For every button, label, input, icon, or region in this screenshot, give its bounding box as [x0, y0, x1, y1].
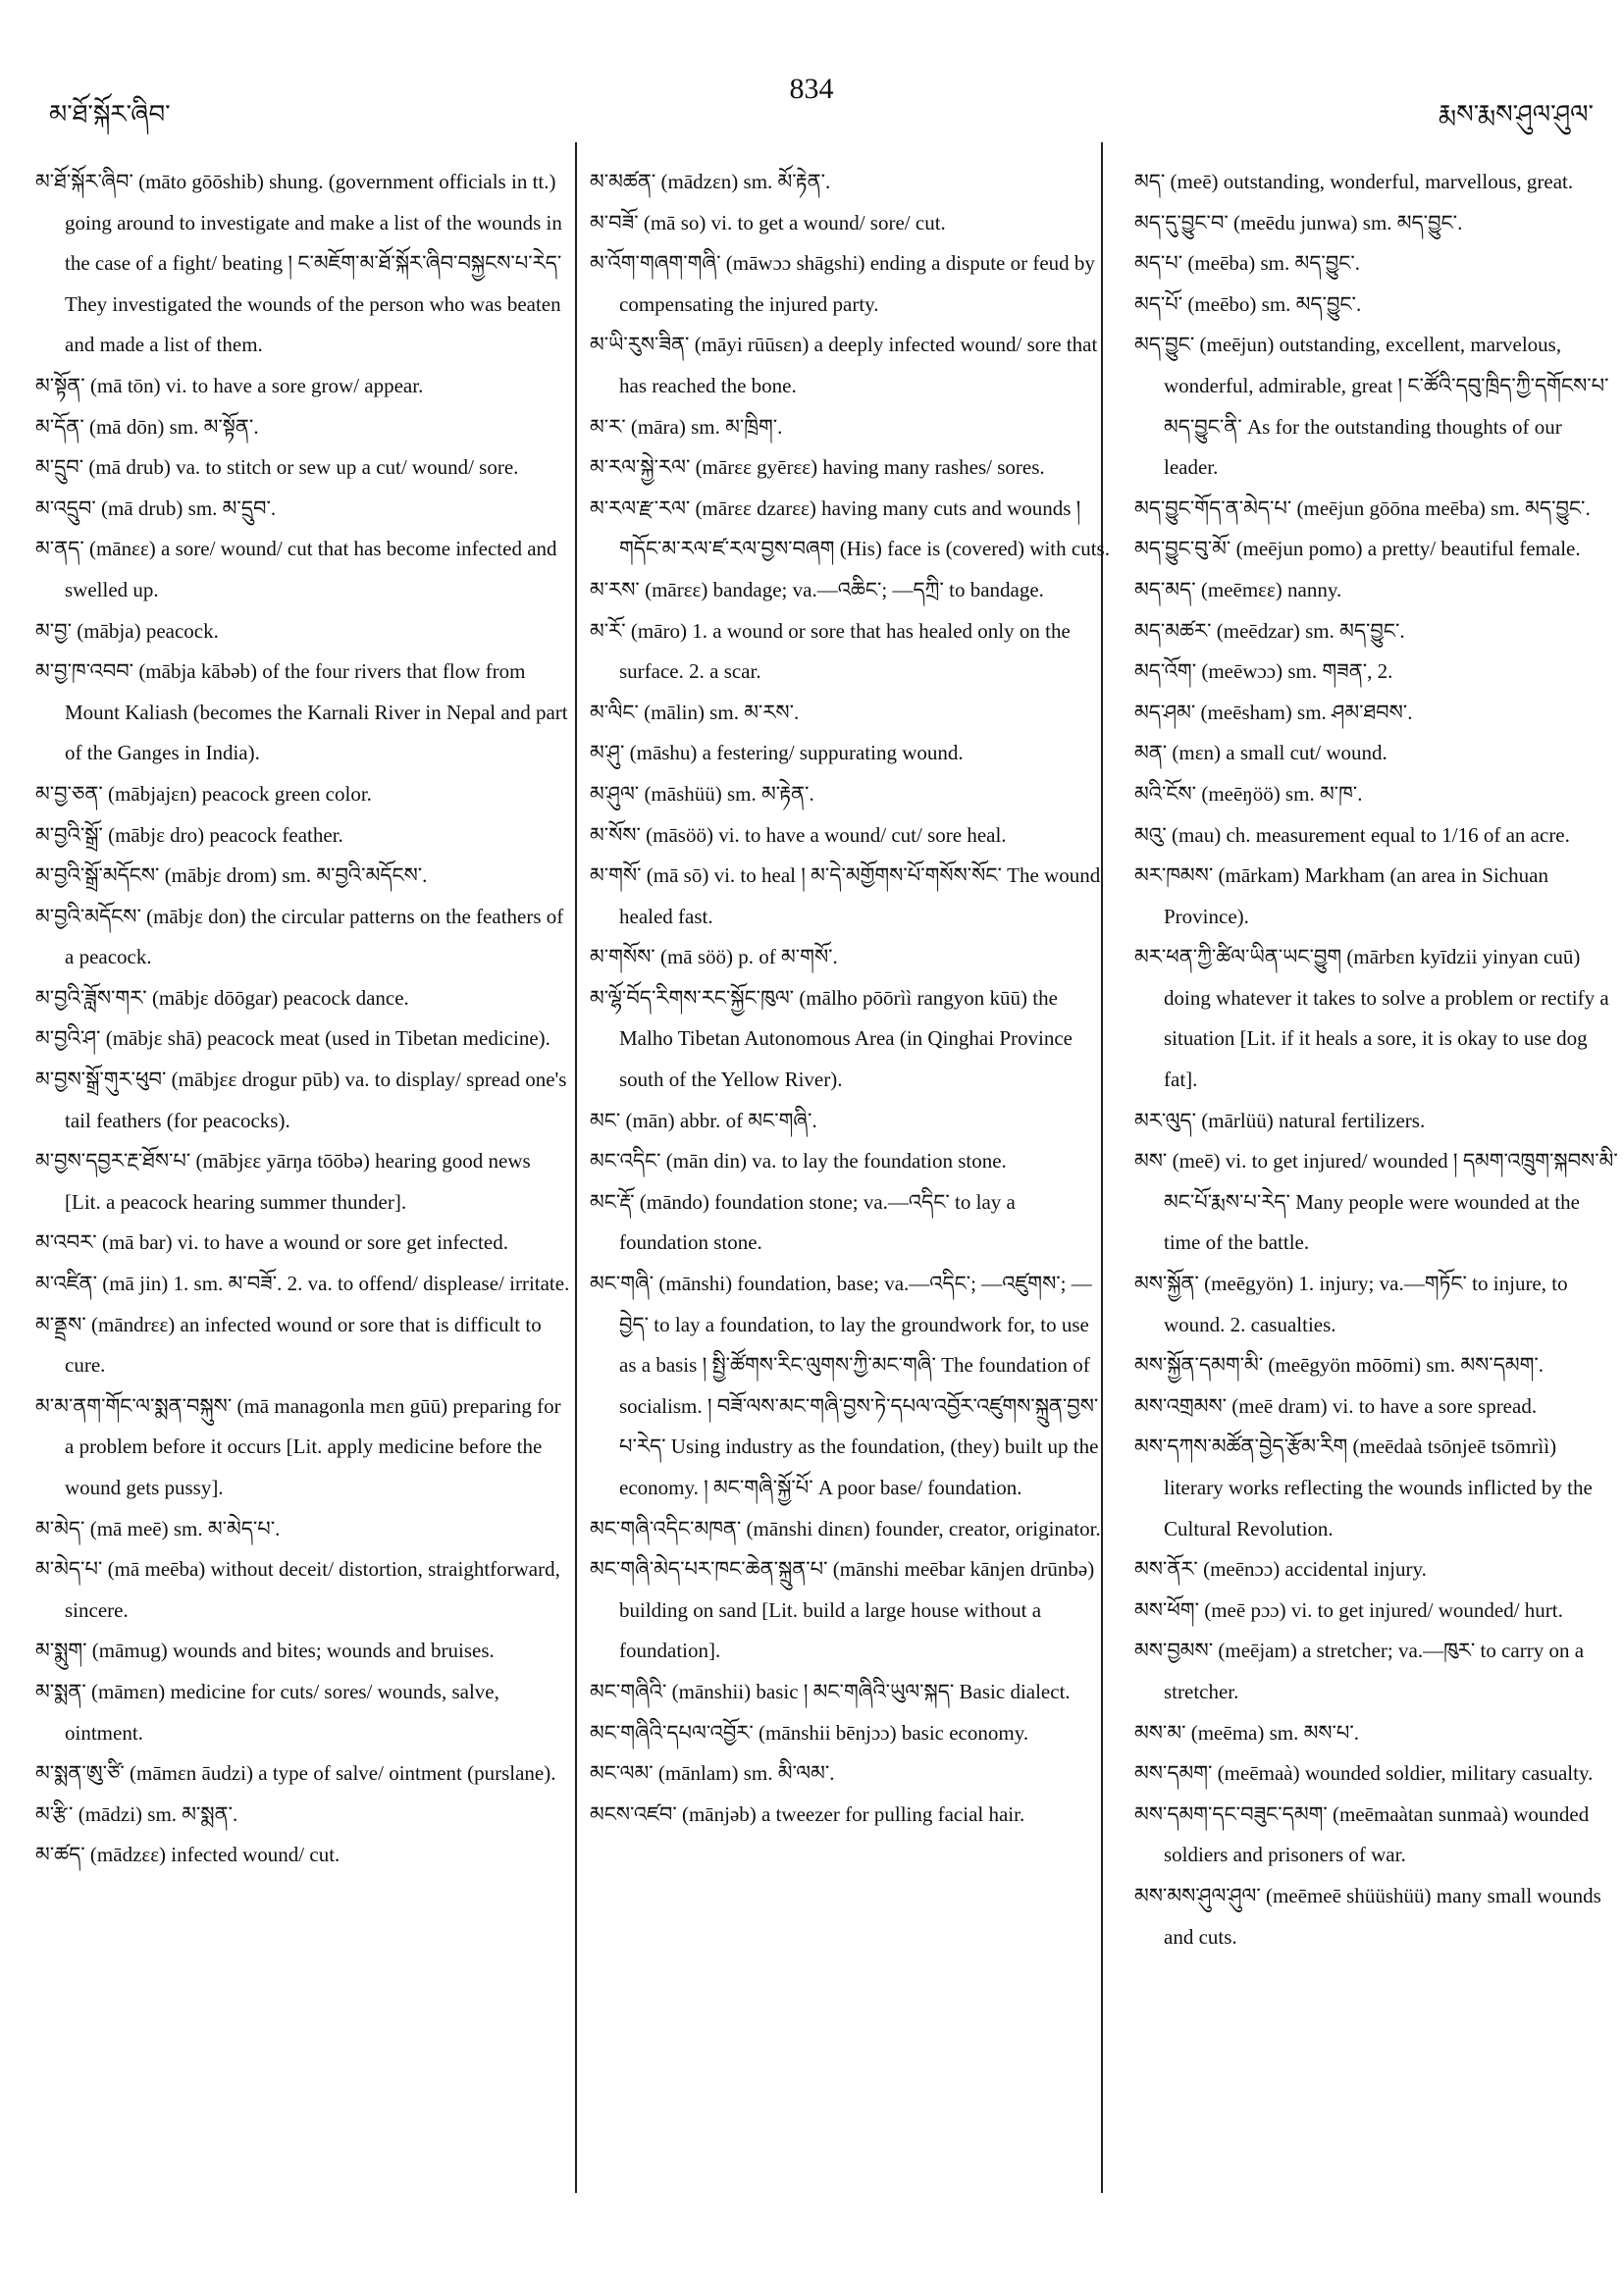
dictionary-entry: མས་ཕོག་ (meē pɔɔ) vi. to get injured/ wounded/ hurt.	[1134, 1597, 1563, 1622]
dictionary-entry: མ་དྲུབ་ (mā drub) va. to stitch or sew up a cut/ wound/ sore.	[35, 455, 519, 480]
dictionary-entry: མ་བྱ་ (mābja) peacock.	[35, 618, 219, 643]
dictionary-entry: མང་ (mān) abbr. of མང་གཞི་.	[590, 1108, 817, 1132]
dictionary-entry: མ་སྨུག་ (māmug) wounds and bites; wounds and bruises.	[35, 1639, 495, 1663]
dictionary-entry: མ་འབར་ (mā bar) vi. to have a wound or sore get infected.	[35, 1230, 508, 1255]
dictionary-entry: མ་ཤུ་ (māshu) a festering/ suppurating wound.	[590, 741, 964, 765]
dictionary-entry: མད་འོག་ (meēwɔɔ) sm. གཟན་, 2.	[1134, 659, 1393, 684]
dictionary-entry: མས་དཀས་མཚོན་བྱེད་རྩོམ་རིག (meēdaà tsōnjeē tsōmrìì) literary works reflecting the wounds inflicted by the Cultural Revolution.	[1134, 1435, 1593, 1540]
dictionary-entry: མང་གཞི་འདིང་མཁན་ (mānshi dinɛn) founder, creator, originator.	[590, 1516, 1101, 1540]
dictionary-entry: མང་གཞི་ (mānshi) foundation, base; va.—འདིང་; —འཛུགས་; —བྱེད་ to lay a foundation, to lay the groundwork for, to use as a basis ། སྤྱི་ཚོགས་རིང་ལུགས་ཀྱི་མང་གཞི་ The foundation of socialism. ། བཟོ་ལས་མང་གཞི་བྱས་ཏེ་དཔལ་འབྱོར་འཛུགས་སྐྲུན་བྱས་པ་རེད་ Using industry as the foundation, (they) built up the economy. ། མང་གཞི་སྐྱོ་པོ་ A poor base/ foundation.	[590, 1272, 1099, 1499]
dictionary-entry: མ་རལ་རྫ་རལ་ (mārɛɛ dzarɛɛ) having many cuts and wounds ། གདོང་མ་རལ་ཛ་རལ་བྱས་བཞག (His) face is (covered) with cuts.	[590, 496, 1110, 561]
dictionary-entry: མང་གཞི་མེད་པར་ཁང་ཆེན་སྐྲུན་པ་ (mānshi meēbar kānjen drūnbə) building on sand [Lit. build a large house without a foundation].	[590, 1557, 1095, 1663]
column-right	[1128, 162, 1619, 2203]
dictionary-entry: མད་པོ་ (meēbo) sm. མད་བྱུང་.	[1134, 291, 1362, 316]
dictionary-entry: མ་སྨན་ཨུ་ཙི་ (māmɛn āudzi) a type of salve/ ointment (purslane).	[35, 1761, 556, 1786]
dictionary-entry: མ་སོས་ (māsöö) vi. to have a wound/ cut/ sore heal.	[590, 822, 1007, 847]
dictionary-entry: མ་འདྲུབ་ (mā drub) sm. མ་དྲུབ་.	[35, 496, 277, 520]
dictionary-entry: མ་དོན་ (mā dōn) sm. མ་སྟོན་.	[35, 414, 259, 439]
dictionary-entry: མ་བྱའི་སྒྲོ་མདོངས་ (mābjɛ drom) sm. མ་བྱའི་མདོངས་.	[35, 863, 428, 888]
dictionary-entry: མ་བྱས་སྒྲོ་གུར་ཕུབ་ (mābjɛɛ drogur pūb) va. to display/ spread one's tail feathers (for peacocks).	[35, 1068, 567, 1132]
dictionary-entry: མ་བྱས་དབྱར་རྔ་ཐོས་པ་ (mābjɛɛ yārŋa tōōbə) hearing good news [Lit. a peacock hearing summer thunder].	[35, 1149, 531, 1214]
dictionary-entry: མས་མས་ཤུལ་ཤུལ་ (meēmeē shüüshüü) many small wounds and cuts.	[1134, 1883, 1601, 1949]
dictionary-entry: མར་ཁམས་ (mārkam) Markham (an area in Sichuan Province).	[1134, 863, 1548, 928]
dictionary-entry: མད་བྱུང་བུ་མོ་ (meējun pomo) a pretty/ beautiful female.	[1134, 537, 1581, 561]
dictionary-entry: མད་དུ་བྱུང་བ་ (meēdu junwa) sm. མད་བྱུང་.	[1134, 210, 1463, 235]
dictionary-entry: མ་ནྡྲས་ (māndrɛɛ) an infected wound or sore that is difficult to cure.	[35, 1312, 542, 1378]
dictionary-columns	[29, 162, 1618, 2203]
dictionary-entry: མ་བྱའི་ཤ་ (mābjɛ shā) peacock meat (used in Tibetan medicine).	[35, 1026, 550, 1051]
dictionary-entry: མས་མ་ (meēma) sm. མས་པ་.	[1134, 1720, 1360, 1745]
dictionary-entry: མ་འོག་གཞག་གཞི་ (māwɔɔ shāgshi) ending a dispute or feud by compensating the injured party.	[590, 251, 1095, 316]
dictionary-entry: མད་བྱུང་གོད་ན་མེད་པ་ (meējun gōōna meēba) sm. མད་བྱུང་.	[1134, 496, 1591, 520]
running-head-right: རྨས་རྨས་ཤུལ་ཤུལ་	[1438, 100, 1594, 129]
dictionary-entry: མས་བྱམས་ (meējam) a stretcher; va.—ཁུར་ to carry on a stretcher.	[1134, 1639, 1585, 1703]
dictionary-entry: མང་གཞིའི་ (mānshii) basic ། མང་གཞིའི་ཡུལ་སྐད་ Basic dialect.	[590, 1679, 1071, 1703]
dictionary-entry: མས་དམག་ (meēmaà) wounded soldier, military casualty.	[1134, 1761, 1594, 1786]
dictionary-entry: མས་འགྲམས་ (meē dram) vi. to have a sore spread.	[1134, 1393, 1538, 1418]
dictionary-entry: མ་རྩི་ (mādzi) sm. མ་སྨན་.	[35, 1801, 238, 1826]
dictionary-entry: མ་ལིང་ (mālin) sm. མ་རས་.	[590, 700, 800, 724]
dictionary-entry: མ་རས་ (mārɛɛ) bandage; va.—འཆིང་; —དཀྲི་ to bandage.	[590, 577, 1044, 601]
dictionary-entry: མ་རལ་སྐྱེ་རལ་ (mārɛɛ gyērɛɛ) having many rashes/ sores.	[590, 455, 1045, 480]
dictionary-entry: མས་དམག་དང་བཟུང་དམག་ (meēmaàtan sunmaà) wounded soldiers and prisoners of war.	[1134, 1801, 1590, 1867]
page-number: 834	[789, 73, 834, 105]
dictionary-entry: མ་ཚད་ (mādzɛɛ) infected wound/ cut.	[35, 1843, 340, 1867]
dictionary-entry: མང་ལམ་ (mānlam) sm. མི་ལམ་.	[590, 1761, 835, 1786]
dictionary-entry: མར་ལུད་ (mārlüü) natural fertilizers.	[1134, 1108, 1426, 1132]
dictionary-entry: མངས་འཛབ་ (mānjəb) a tweezer for pulling facial hair.	[590, 1801, 1025, 1826]
dictionary-entry: མ་བྱའི་ཟློས་གར་ (mābjɛ dōōgar) peacock dance.	[35, 985, 409, 1010]
dictionary-entry: མ་བཟོ་ (mā so) vi. to get a wound/ sore/ cut.	[590, 210, 946, 235]
dictionary-entry: མ་སྟོན་ (mā tōn) vi. to have a sore grow/ appear.	[35, 373, 424, 397]
column-middle	[584, 162, 1110, 2203]
dictionary-entry: མད་ (meē) outstanding, wonderful, marvellous, great.	[1134, 170, 1574, 193]
dictionary-entry: མས་ (meē) vi. to get injured/ wounded ། དམག་འཁྲུག་སྐབས་མི་མང་པོ་རྨས་པ་རེད་ Many people were wounded at the time of the battle.	[1134, 1149, 1618, 1255]
dictionary-entry: མ་ལྷོ་བོད་རིགས་རང་སྐྱོང་ཁུལ་ (mālho pōōrìì rangyon kūū) the Malho Tibetan Autonomous Area (in Qinghai Province south of the Yellow River).	[590, 985, 1073, 1092]
dictionary-entry: མ་མཚན་ (mādzɛn) sm. མོ་རྟེན་.	[590, 170, 831, 193]
page-header	[0, 69, 1623, 128]
dictionary-entry: མ་འཛིན་ (mā jin) 1. sm. མ་བཟོ་. 2. va. to offend/ displease/ irritate.	[35, 1272, 570, 1296]
dictionary-entry: མན་ (mɛn) a small cut/ wound.	[1134, 741, 1387, 765]
dictionary-entry: མད་ཤམ་ (meēsham) sm. ཤམ་ཐབས་.	[1134, 700, 1413, 724]
dictionary-entry: མ་ཐོ་སྐོར་ཞིབ་ (māto gōōshib) shung. (government officials in tt.) going around to investigate and make a list of the wounds in the case of a fight/ beating ། ང་མཇོག་མ་ཐོ་སྐོར་ཞིབ་བསྐྱངས་པ་རེད་ They investigated the wounds of the person who was beaten and made a list of them.	[35, 170, 562, 357]
dictionary-entry: མས་ནོར་ (meēnɔɔ) accidental injury.	[1134, 1557, 1427, 1582]
dictionary-entry: མ་བྱ་ཅན་ (mābjajɛn) peacock green color.	[35, 781, 372, 806]
dictionary-entry: མ་མེད་ (mā meē) sm. མ་མེད་པ་.	[35, 1516, 281, 1540]
dictionary-entry: མ་བྱ་ཁ་འབབ་ (mābja kābəb) of the four rivers that flow from Mount Kaliash (becomes the Karnali River in Nepal and part of the Ganges in India).	[35, 659, 568, 765]
dictionary-entry: མར་ཕན་ཀྱི་ཚིལ་ཡིན་ཡང་བྱུག (mārbɛn kyīdzii yinyan cuū) doing whatever it takes to solve a problem or rectify a situation [Lit. if it heals a sore, it is okay to use dog fat].	[1134, 945, 1609, 1092]
dictionary-entry: མ་མ་ནག་གོང་ལ་སྨན་བསྐུས་ (mā managonla mɛn gūū) preparing for a problem before it occurs [Lit. apply medicine before the wound gets pussy].	[35, 1393, 561, 1499]
dictionary-entry: མད་བྱུང་ (meējun) outstanding, excellent, marvelous, wonderful, admirable, great ། ང་ཚོའི་དབུ་ཁྲིད་ཀྱི་དགོངས་པ་མད་བྱུང་ནི་ As for the outstanding thoughts of our leader.	[1134, 333, 1609, 480]
dictionary-entry: མ་གསོ་ (mā sō) vi. to heal ། མ་དེ་མགྱོགས་པོ་གསོས་སོང་ The wound healed fast.	[590, 863, 1101, 928]
dictionary-entry: མ་སྨན་ (māmɛn) medicine for cuts/ sores/ wounds, salve, ointment.	[35, 1679, 499, 1745]
dictionary-entry: མད་པ་ (meēba) sm. མད་བྱུང་.	[1134, 251, 1361, 276]
dictionary-entry: མད་མཚར་ (meēdzar) sm. མད་བྱུང་.	[1134, 618, 1405, 643]
dictionary-entry: མ་བྱའི་མདོངས་ (mābjɛ don) the circular patterns on the feathers of a peacock.	[35, 904, 564, 969]
running-head-left: མ་ཐོ་སྐོར་ཞིབ་	[49, 100, 171, 129]
dictionary-entry: མ་རོ་ (māro) 1. a wound or sore that has healed only on the surface. 2. a scar.	[590, 618, 1071, 684]
dictionary-entry: མ་མེད་པ་ (mā meēba) without deceit/ distortion, straightforward, sincere.	[35, 1557, 560, 1622]
dictionary-entry: མ་ཡི་རུས་ཟིན་ (māyi rūūsɛn) a deeply infected wound/ sore that has reached the bone.	[590, 333, 1098, 397]
column-left	[29, 162, 571, 2203]
dictionary-entry: མང་འདིང་ (mān din) va. to lay the foundation stone.	[590, 1149, 1007, 1174]
dictionary-entry: མའུ་ (mau) ch. measurement equal to 1/16 of an acre.	[1134, 822, 1570, 847]
dictionary-entry: མས་སྐྱོན་དམག་མི་ (meēgyön mōōmi) sm. མས་དམག་.	[1134, 1353, 1544, 1378]
dictionary-entry: མད་མད་ (meēmɛɛ) nanny.	[1134, 577, 1342, 601]
dictionary-entry: མ་གསོས་ (mā söö) p. of མ་གསོ་.	[590, 945, 838, 969]
dictionary-entry: མ་ནད་ (mānɛɛ) a sore/ wound/ cut that has become infected and swelled up.	[35, 537, 557, 601]
dictionary-entry: མ་ཤུལ་ (māshüü) sm. མ་རྟེན་.	[590, 781, 814, 806]
dictionary-entry: མ་བྱའི་སྒྲོ་ (mābjɛ dro) peacock feather.	[35, 822, 343, 847]
dictionary-entry: མ་ར་ (māra) sm. མ་ཁྲིག་.	[590, 414, 783, 439]
dictionary-entry: མང་རྡོ་ (māndo) foundation stone; va.—འདིང་ to lay a foundation stone.	[590, 1189, 1016, 1255]
dictionary-entry: མའི་ངོས་ (meēŋöö) sm. མ་ཁ་.	[1134, 781, 1363, 806]
dictionary-entry: མས་སྐྱོན་ (meēgyön) 1. injury; va.—གཏོང་ to injure, to wound. 2. casualties.	[1134, 1272, 1568, 1336]
dictionary-entry: མང་གཞིའི་དཔལ་འབྱོར་ (mānshii bēnjɔɔ) basic economy.	[590, 1720, 1029, 1745]
